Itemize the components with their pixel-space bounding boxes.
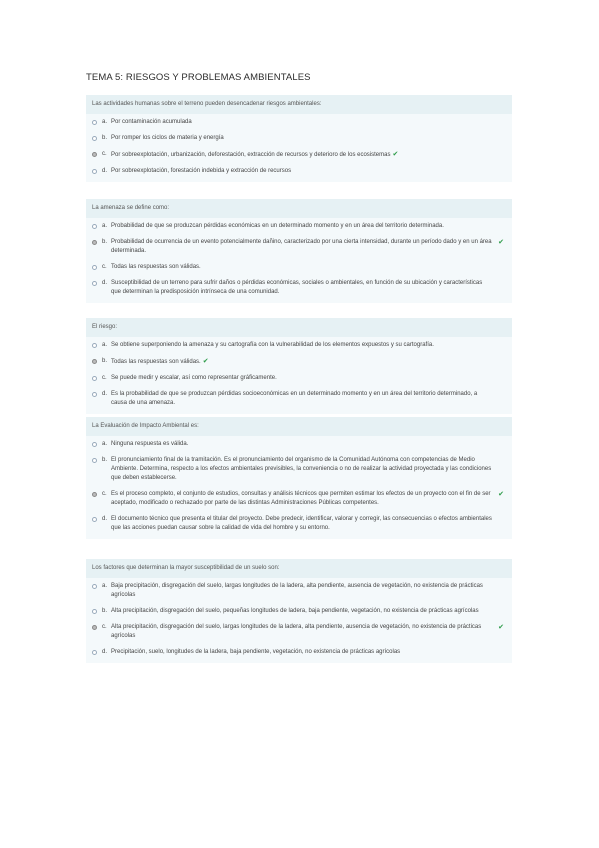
option-letter: b.: [102, 457, 108, 463]
option-letter: b.: [102, 239, 108, 245]
option-a[interactable]: [92, 118, 506, 127]
check-icon: ✔: [202, 358, 209, 365]
option-letter: c.: [102, 264, 107, 270]
check-icon: ✔: [392, 151, 399, 158]
option-letter: d.: [102, 516, 108, 522]
question-options: [86, 218, 512, 303]
question-prompt: La Evaluación de Impacto Ambiental es:: [86, 417, 512, 436]
question-prompt: Los factores que determinan la mayor susceptibilidad de un suelo son:: [86, 559, 512, 578]
option-c[interactable]: [92, 490, 506, 508]
option-c[interactable]: [92, 150, 506, 160]
question-options: [86, 436, 512, 539]
option-letter: a.: [102, 119, 108, 125]
option-letter: c.: [102, 375, 107, 381]
option-d[interactable]: [92, 648, 506, 657]
option-letter: b.: [102, 608, 108, 614]
question-prompt: La amenaza se define como:: [86, 199, 512, 218]
option-c[interactable]: [92, 374, 506, 383]
option-text: Por romper los ciclos de materia y energía: [111, 135, 224, 141]
option-b[interactable]: [92, 357, 506, 367]
check-icon: ✔: [498, 239, 504, 246]
option-a[interactable]: [92, 582, 506, 600]
question-1: [86, 95, 512, 182]
option-letter: c.: [102, 491, 107, 497]
option-b[interactable]: [92, 134, 506, 143]
question-5: [86, 559, 512, 663]
option-d[interactable]: [92, 167, 506, 176]
option-text: Es el proceso completo, el conjunto de estudios, consultas y análisis técnicos que permiten estimar los efectos de un proyecto con el fin de ser aceptado, modificado o rechazado por parte de las distintas Administraciones Públicas competentes.: [111, 491, 491, 506]
option-text: Por contaminación acumulada: [111, 119, 192, 125]
page-title: TEMA 5: RIESGOS Y PROBLEMAS AMBIENTALES: [86, 72, 311, 83]
option-text: Es la probabilidad de que se produzcan pérdidas socioeconómicas en un determinado momento y en un área del territorio determinado, a causa de una amenaza.: [111, 391, 478, 406]
option-text: El documento técnico que presenta el titular del proyecto. Debe predecir, identificar, valorar y corregir, las consecuencias o efectos ambientales que las acciones puedan causar sobre la calidad de vida del hombre y su entorno.: [111, 516, 492, 531]
option-letter: d.: [102, 168, 108, 174]
option-a[interactable]: [92, 341, 506, 350]
question-prompt: Las actividades humanas sobre el terreno pueden desencadenar riesgos ambientales:: [86, 95, 512, 114]
question-3: [86, 318, 512, 414]
option-c[interactable]: [92, 263, 506, 272]
check-icon: ✔: [498, 491, 504, 498]
option-text: Por sobreexplotación, urbanización, deforestación, extracción de recursos y deterioro de los ecosistemas ✔: [111, 151, 399, 158]
option-text: Alta precipitación, disgregación del suelo, pequeñas longitudes de ladera, baja pendiente, vegetación, no existencia de prácticas agrícolas: [111, 608, 479, 614]
option-text: Ninguna respuesta es válida.: [111, 441, 189, 447]
option-letter: d.: [102, 391, 108, 397]
question-options: [86, 578, 512, 663]
check-icon: ✔: [498, 624, 504, 631]
option-letter: b.: [102, 135, 108, 141]
option-text: Susceptibilidad de un terreno para sufrir daños o pérdidas económicas, sociales o ambientales, en función de su ubicación y características que determinan la predisposición intrínseca de una comunidad.: [111, 280, 483, 295]
option-text: Probabilidad de ocurrencia de un evento potencialmente dañino, caracterizado por una cierta intensidad, durante un período dado y en un área determinada.: [111, 239, 492, 254]
option-d[interactable]: [92, 390, 506, 408]
question-options: [86, 114, 512, 182]
question-4: [86, 417, 512, 539]
option-letter: a.: [102, 583, 108, 589]
option-letter: d.: [102, 649, 108, 655]
option-text: Baja precipitación, disgregación del suelo, largas longitudes de la ladera, alta pendiente, ausencia de vegetación, no existencia de prácticas agrícolas: [111, 583, 483, 598]
question-options: [86, 337, 512, 414]
question-prompt: El riesgo:: [86, 318, 512, 337]
option-text: Se obtiene superponiendo la amenaza y su cartografía con la vulnerabilidad de los elementos expuestos y su cartografía.: [111, 342, 434, 348]
option-letter: a.: [102, 342, 108, 348]
option-letter: a.: [102, 441, 108, 447]
option-text: Se puede medir y escalar, así como representar gráficamente.: [111, 375, 277, 381]
option-letter: a.: [102, 223, 108, 229]
option-letter: c.: [102, 624, 107, 630]
option-d[interactable]: [92, 279, 506, 297]
option-a[interactable]: [92, 222, 506, 231]
option-text: Todas las respuestas son válidas. ✔: [111, 358, 209, 365]
question-2: [86, 199, 512, 303]
option-b[interactable]: [92, 238, 506, 256]
option-b[interactable]: [92, 607, 506, 616]
option-letter: c.: [102, 151, 107, 157]
option-d[interactable]: [92, 515, 506, 533]
option-b[interactable]: [92, 456, 506, 483]
option-text: Probabilidad de que se produzcan pérdidas económicas en un determinado momento y en un área del territorio determinada.: [111, 223, 444, 229]
option-a[interactable]: [92, 440, 506, 449]
option-text: Precipitación, suelo, longitudes de la ladera, baja pendiente, vegetación, no existencia de prácticas agrícolas: [111, 649, 401, 655]
option-letter: b.: [102, 358, 108, 364]
option-text: Alta precipitación, disgregación del suelo, largas longitudes de la ladera, alta pendiente, ausencia de vegetación, no existencia de prácticas agrícolas: [111, 624, 482, 639]
option-text: Todas las respuestas son válidas.: [111, 264, 201, 270]
option-c[interactable]: [92, 623, 506, 641]
option-text: El pronunciamiento final de la tramitación. Es el pronunciamiento del organismo de la Comunidad Autónoma con competencias de Medio Ambiente. Determina, respecto a los efectos ambientales previsibles, la conveniencia o no de realizar la actividad proyectada y las condiciones que deben establecerse.: [111, 457, 492, 481]
option-letter: d.: [102, 280, 108, 286]
option-text: Por sobreexplotación, forestación indebida y extracción de recursos: [111, 168, 292, 174]
